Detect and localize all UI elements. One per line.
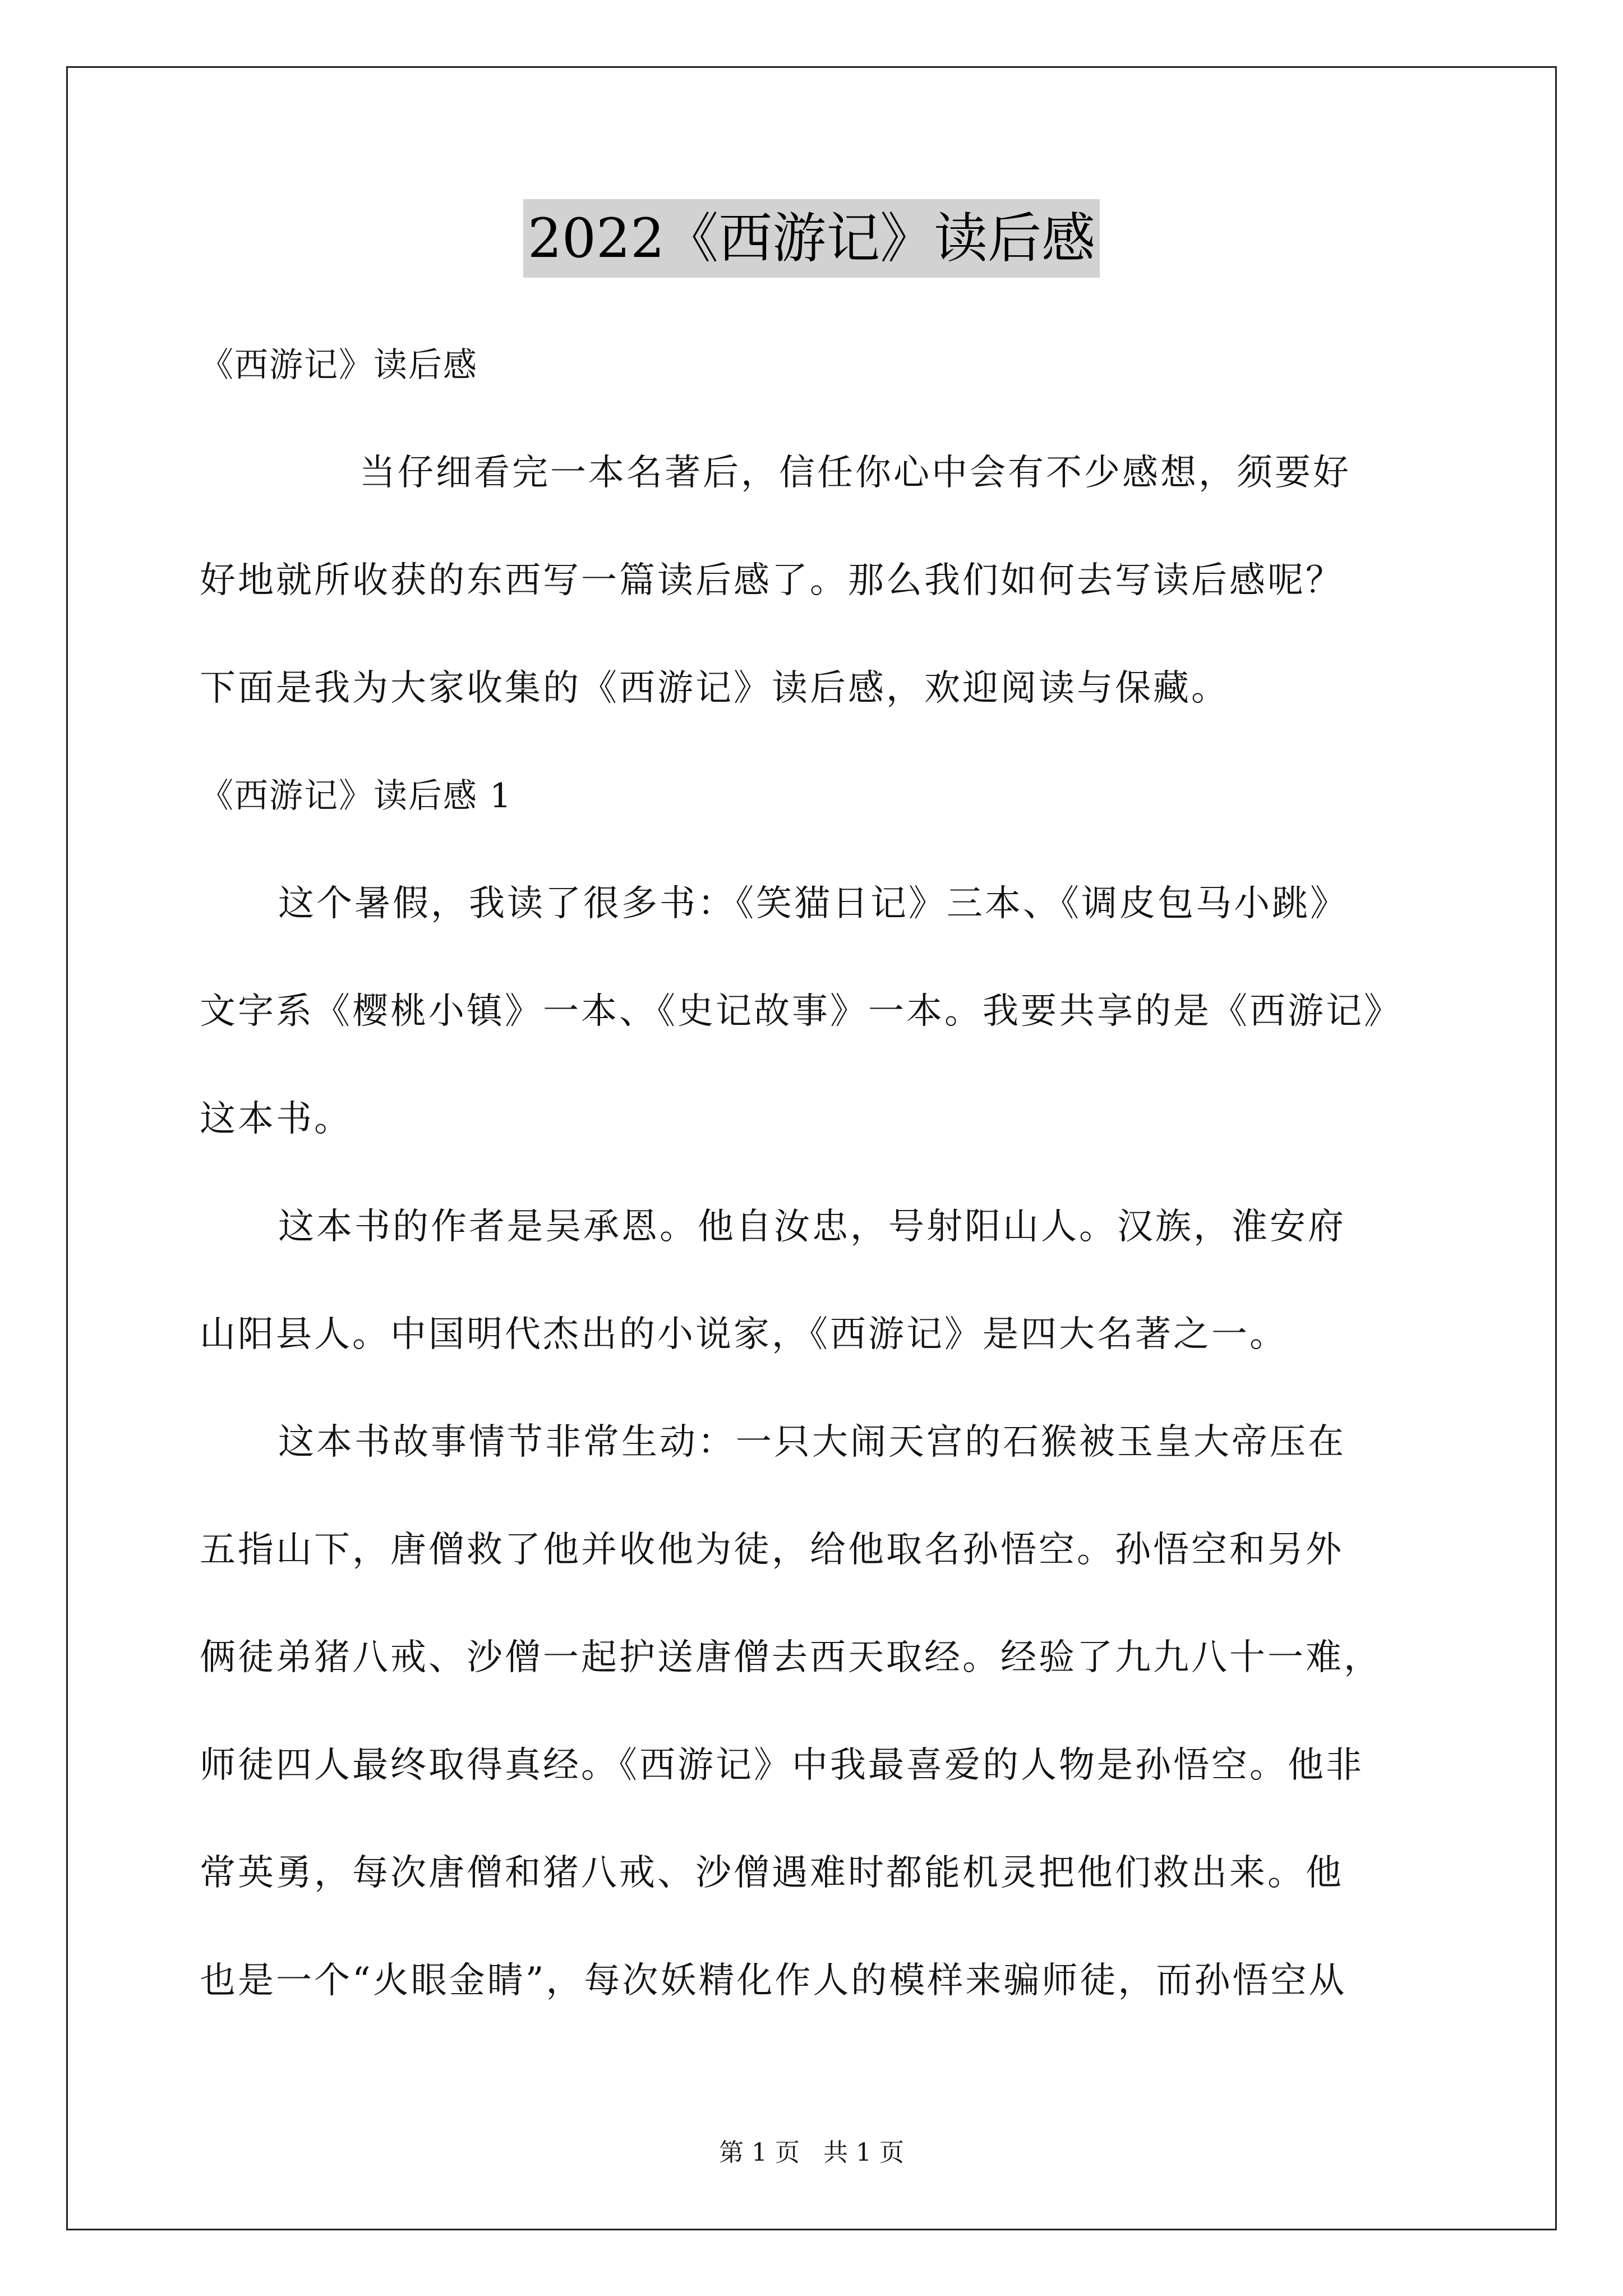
paragraph-line: 也是一个“火眼金睛”，每次妖精化作人的模样来骗师徒，而孙悟空从	[200, 1960, 1347, 2001]
paragraph-line: 这个暑假，我读了很多书：《笑猫日记》三本、《调皮包马小跳》	[278, 883, 1348, 924]
paragraph-line: 这本书。	[200, 1098, 352, 1140]
title-container	[0, 199, 1623, 278]
page-footer	[0, 2136, 1623, 2170]
section-heading: 《西游记》读后感 1	[200, 776, 513, 816]
page-number: 第 1 页	[719, 2138, 800, 2167]
section-heading: 《西游记》读后感	[200, 346, 478, 385]
document-body	[200, 311, 1473, 2035]
paragraph-line: 常英勇，每次唐僧和猪八戒、沙僧遇难时都能机灵把他们救出来。他	[200, 1852, 1344, 1894]
paragraph-line: 这本书的作者是吴承恩。他自汝忠，号射阳山人。汉族，淮安府	[278, 1206, 1346, 1248]
paragraph-line: 师徒四人最终取得真经。《西游记》中我最喜爱的人物是孙悟空。他非	[200, 1745, 1364, 1786]
paragraph-line: 下面是我为大家收集的《西游记》读后感，欢迎阅读与保藏。	[200, 668, 1229, 709]
paragraph-line: 山阳县人。中国明代杰出的小说家，《西游记》是四大名著之一。	[200, 1314, 1288, 1355]
paragraph-line: 俩徒弟猪八戒、沙僧一起护送唐僧去西天取经。经验了九九八十一难，	[200, 1637, 1382, 1678]
paragraph-line: 文字系《樱桃小镇》一本、《史记故事》一本。我要共享的是《西游记》	[200, 991, 1402, 1032]
page-total: 共 1 页	[823, 2138, 904, 2167]
paragraph-line: 这本书故事情节非常生动：一只大闹天宫的石猴被玉皇大帝压在	[278, 1421, 1346, 1463]
paragraph-line: 五指山下，唐僧救了他并收他为徒，给他取名孙悟空。孙悟空和另外	[200, 1529, 1344, 1571]
paragraph-line: 当仔细看完一本名著后，信任你心中会有不少感想，须要好	[359, 452, 1351, 494]
paragraph-line: 好地就所收获的东西写一篇读后感了。那么我们如何去写读后感呢？	[200, 560, 1344, 601]
document-title: 2022《西游记》读后感	[523, 199, 1100, 278]
